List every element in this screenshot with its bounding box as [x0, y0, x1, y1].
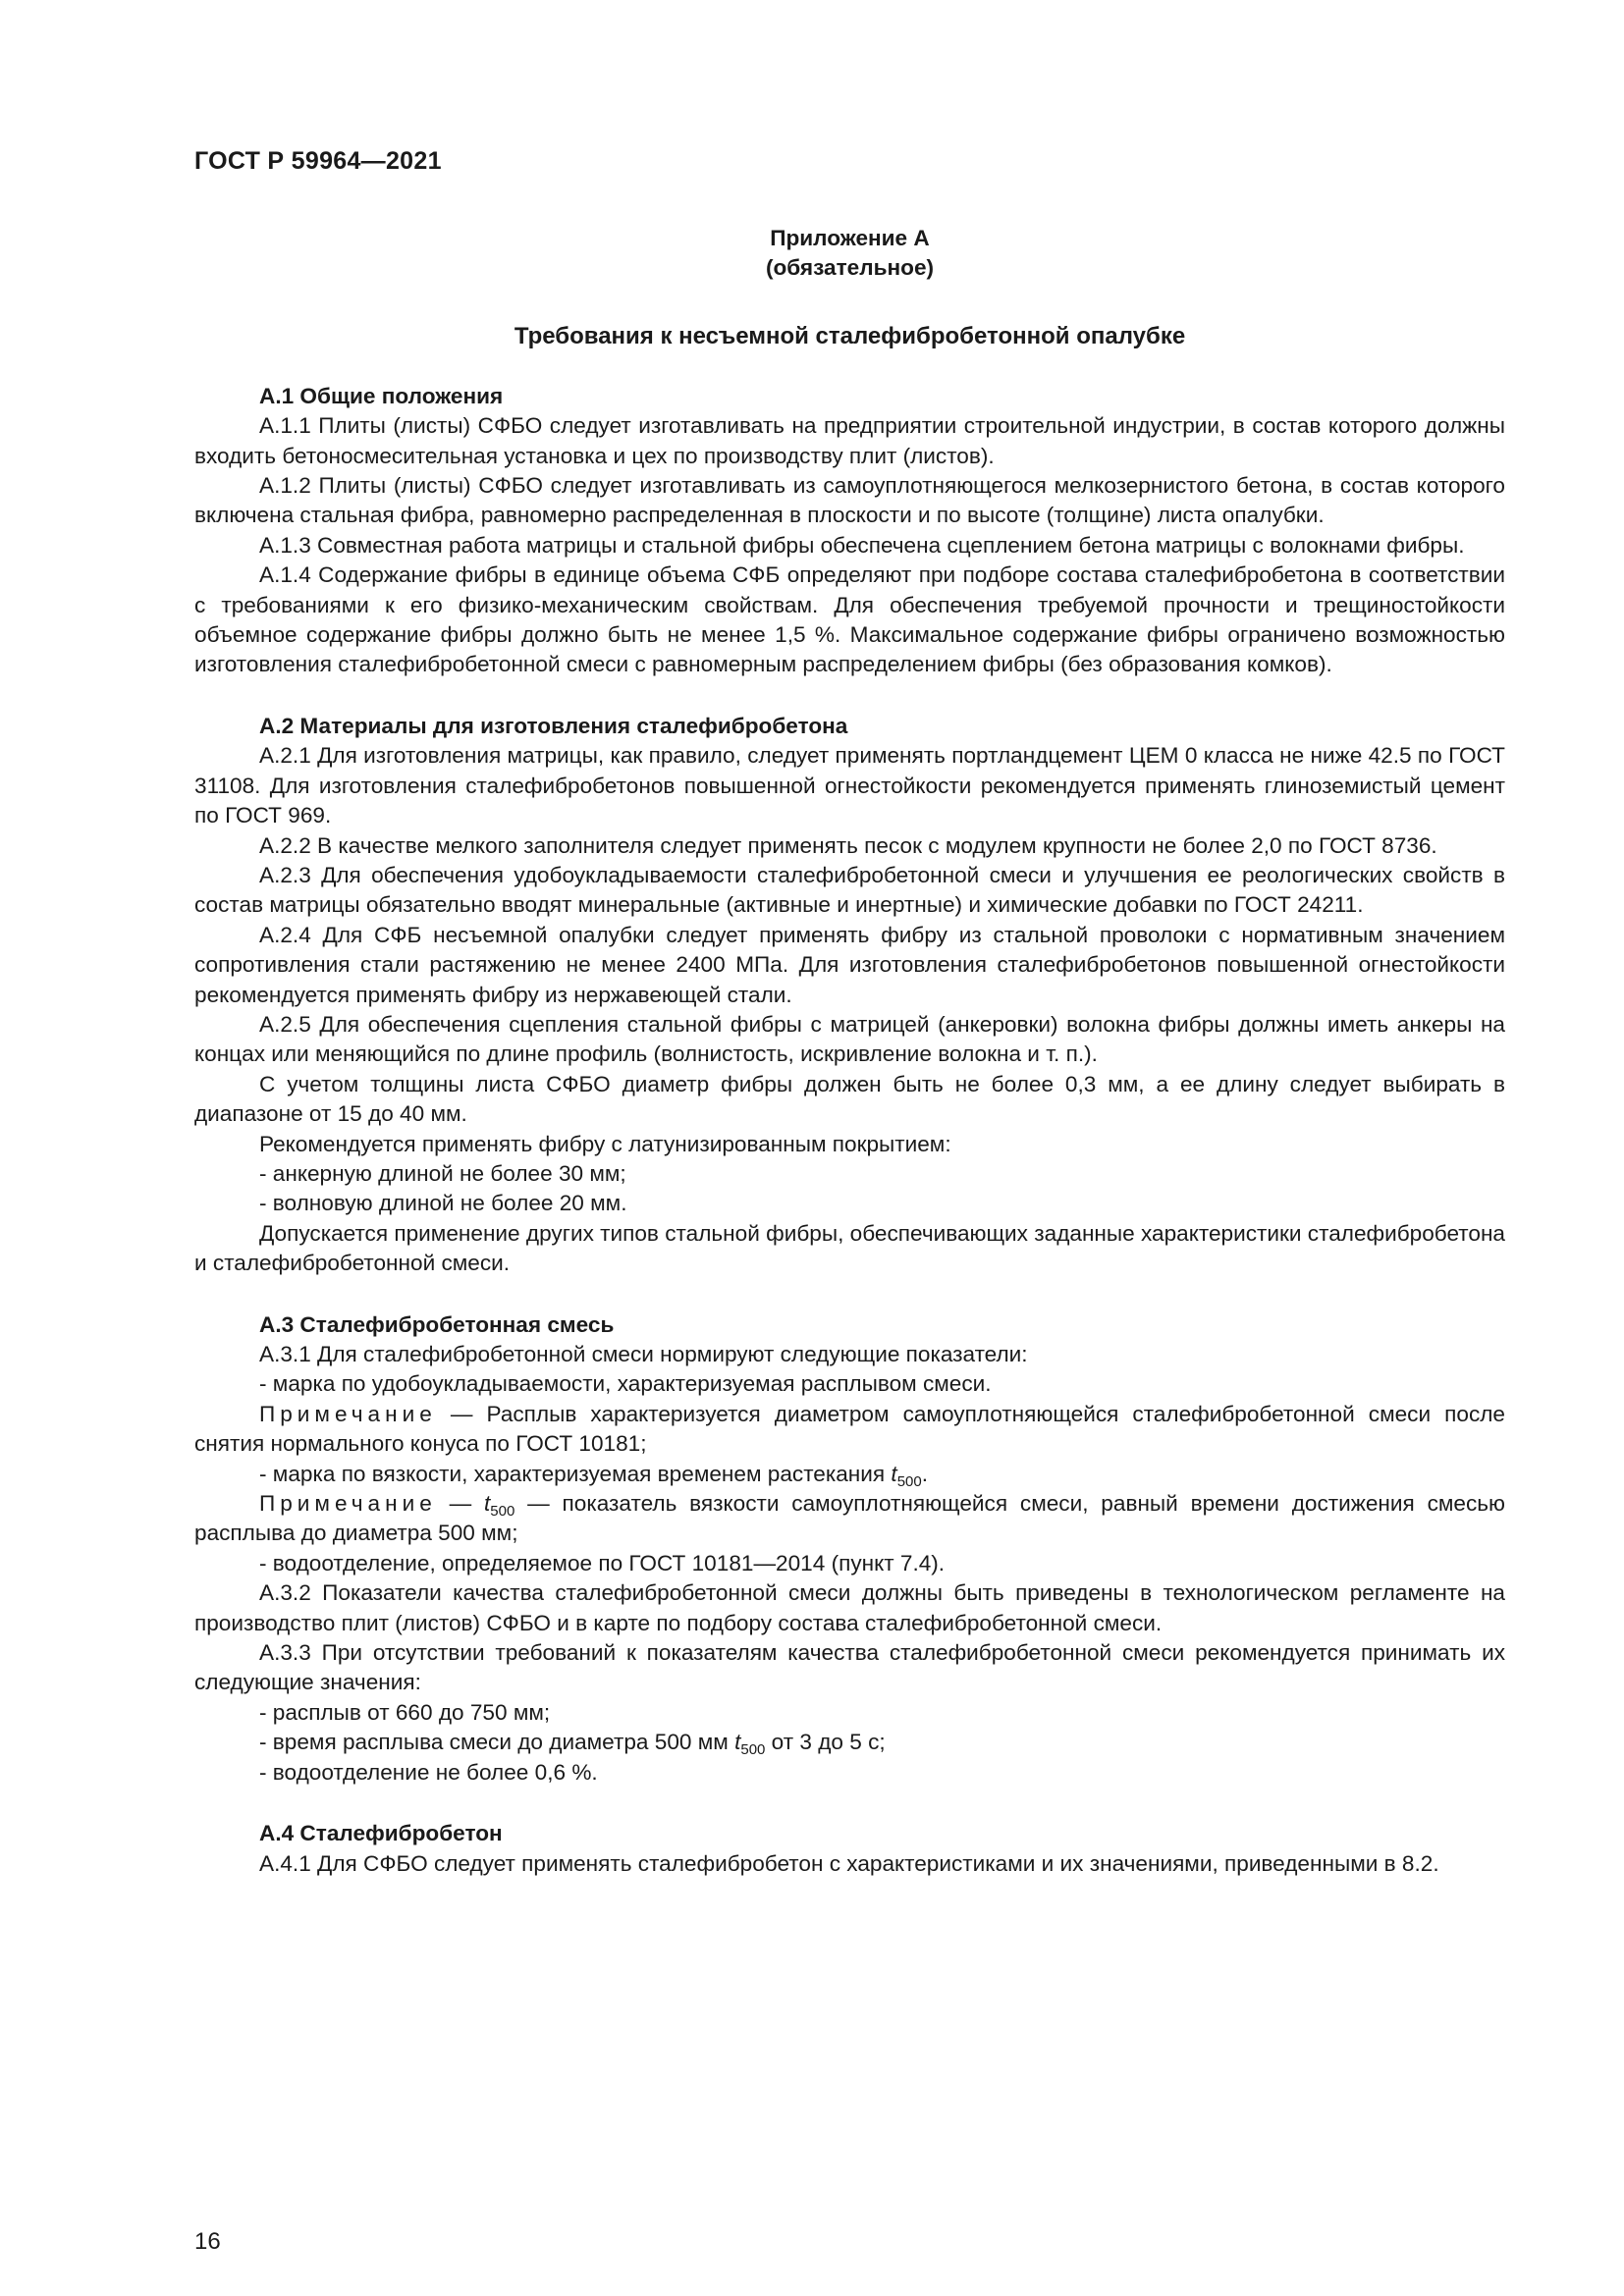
section-a4-title: А.4 Сталефибробетон: [259, 1821, 503, 1846]
note-label: Примечание: [259, 1401, 437, 1426]
t500-symbol: t: [484, 1491, 491, 1517]
clause-a2-5-coating: Рекомендуется применять фибру с латунизированным покрытием:: [259, 1131, 951, 1156]
list-item: - волновую длиной не более 20 мм.: [259, 1191, 627, 1216]
section-a2-title: А.2 Материалы для изготовления сталефибробетона: [259, 713, 848, 738]
clause-a2-2: А.2.2 В качестве мелкого заполнителя следует применять песок с модулем крупности не более 2,0 по ГОСТ 8736.: [259, 832, 1437, 858]
clause-a3-1: А.3.1 Для сталефибробетонной смеси нормируют следующие показатели:: [259, 1342, 1028, 1366]
annex-title: Приложение А: [770, 226, 930, 250]
clause-a3-3: А.3.3 При отсутствии требований к показателям качества сталефибробетонной смеси рекомендуется принимать их следующие значения:: [194, 1640, 1505, 1695]
note-2-dash: —: [436, 1491, 485, 1517]
clause-a2-5: А.2.5 Для обеспечения сцепления стальной фибры с матрицей (анкеровки) волокна фибры должны иметь анкеры на концах или меняющийся по длине профиль (волнистость, искривление волокна и т. п.).: [194, 1011, 1505, 1067]
clause-a1-4: А.1.4 Содержание фибры в единице объема СФБ определяют при подборе состава сталефибробетона в соответствии с требованиями к его физико-механическим свойствам. Для обеспечения требуемой прочности и трещиностойкости объемное содержание фибры должно быть не менее 1,5 %. Максимальное содержание фибры ограничено возможностью изготовления сталефибробетонной смеси с равномерным распределением фибры (без образования комков).: [194, 562, 1505, 677]
document-code: ГОСТ Р 59964—2021: [194, 147, 442, 175]
clause-a2-5-other: Допускается применение других типов стальной фибры, обеспечивающих заданные характеристики сталефибробетона и сталефибробетонной смеси.: [194, 1220, 1505, 1276]
section-a1-title: А.1 Общие положения: [259, 383, 504, 408]
clause-a1-1: А.1.1 Плиты (листы) СФБО следует изготавливать на предприятии строительной индустрии, в состав которого должны входить бетоносмесительная установка и цех по производству плит (листов).: [194, 413, 1505, 468]
annex-heading: Требования к несъемной сталефибробетонной опалубке: [514, 322, 1186, 349]
section-a3-title: А.3 Сталефибробетонная смесь: [259, 1311, 615, 1337]
page-content: [194, 224, 1505, 1879]
t500-symbol: t: [734, 1730, 741, 1755]
list-item: - расплыв от 660 до 750 мм;: [259, 1699, 551, 1725]
note-1: [194, 1400, 1505, 1460]
list-item: - водоотделение не более 0,6 %.: [259, 1759, 598, 1785]
clause-a2-1: А.2.1 Для изготовления матрицы, как правило, следует применять портландцемент ЦЕМ 0 класса не ниже 42.5 по ГОСТ 31108. Для изготовления сталефибробетонов повышенной огнестойкости рекомендуется применять глиноземистый цемент по ГОСТ 969.: [194, 743, 1505, 828]
list-item: - марка по вязкости, характеризуемая временем растекания $t_{500}$.: [259, 1461, 929, 1490]
clause-a1-2: А.1.2 Плиты (листы) СФБО следует изготавливать из самоуплотняющегося мелкозернистого бетона, в состав которого включена стальная фибра, равномерно распределенная в плоскости и по высоте (толщине) листа опалубки.: [194, 473, 1505, 528]
note-1-text: — Расплыв характеризуется диаметром самоуплотняющейся сталефибробетонной смеси после снятия нормального конуса по ГОСТ 10181;: [194, 1401, 1505, 1457]
annex-status: (обязательное): [765, 255, 935, 281]
clause-a2-4: А.2.4 Для СФБ несъемной опалубки следует применять фибру из стальной проволоки с нормативным значением сопротивления стали растяжению не менее 2400 МПа. Для изготовления сталефибробетонов повышенной огнестойкости рекомендуется применять фибру из нержавеющей стали.: [194, 922, 1505, 1007]
t500-symbol: t: [891, 1461, 897, 1486]
note-label: Примечание: [259, 1491, 437, 1517]
list-item: - водоотделение, определяемое по ГОСТ 10181—2014 (пункт 7.4).: [259, 1550, 946, 1575]
list-item: - анкерную длиной не более 30 мм;: [259, 1160, 626, 1186]
clause-a3-2: А.3.2 Показатели качества сталефибробетонной смеси должны быть приведены в технологическом регламенте на производство плит (листов) СФБО и в карте по подбору состава сталефибробетонной смеси.: [194, 1580, 1505, 1635]
note-2: Примечание — $t_{500}$ — показатель вязкости самоуплотняющейся смеси, равный времени достижения смесью расплыва до диаметра 500 мм;: [194, 1491, 1505, 1546]
clause-a1-3: А.1.3 Совместная работа матрицы и стальной фибры обеспечена сцеплением бетона матрицы с волокнами фибры.: [259, 532, 1465, 558]
clause-a2-5-diameter: С учетом толщины листа СФБО диаметр фибры должен быть не более 0,3 мм, а ее длину следует выбирать в диапазоне от 15 до 40 мм.: [194, 1071, 1505, 1127]
note-2-text: — показатель вязкости самоуплотняющейся смеси, равный времени достижения смесью расплыва до диаметра 500 мм;: [194, 1491, 1505, 1546]
clause-a2-3: А.2.3 Для обеспечения удобоукладываемости сталефибробетонной смеси и улучшения ее реологических свойств в состав матрицы обязательно вводят минеральные (активные и инертные) и химические добавки по ГОСТ 24211.: [194, 862, 1505, 918]
clause-a4-1: А.4.1 Для СФБО следует применять сталефибробетон с характеристиками и их значениями, приведенными в 8.2.: [259, 1850, 1439, 1876]
page-number: 16: [194, 2228, 221, 2255]
list-item: - время расплыва смеси до диаметра 500 мм $t_{500}$ от 3 до 5 с;: [259, 1730, 886, 1759]
list-item: - марка по удобоукладываемости, характеризуемая расплывом смеси.: [259, 1371, 992, 1397]
